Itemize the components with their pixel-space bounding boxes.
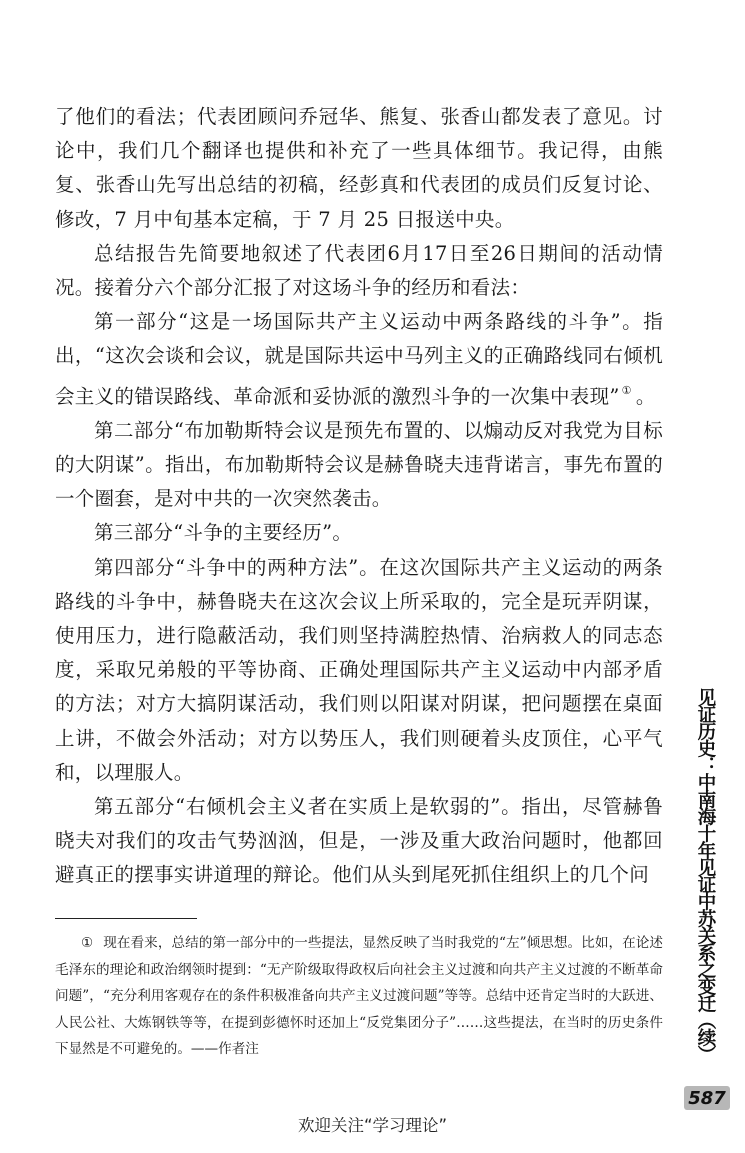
paragraph-1: 了他们的看法；代表团顾问乔冠华、熊复、张香山都发表了意见。讨论中，我们几个翻译也提供和补充了一些具体细节。我记得，由熊复、张香山先写出总结的初稿，经彭真和代表团的成员们反复讨论、修改，7 月中旬基本定稿，于 7 月 25 日报送中央。: [55, 105, 663, 231]
paragraph-2: 总结报告先简要地叙述了代表团6月17日至26日期间的活动情况。接着分六个部分汇报了对这场斗争的经历和看法：: [55, 241, 663, 300]
paragraph-7: 第五部分“右倾机会主义者在实质上是软弱的”。指出，尽管赫鲁晓夫对我们的攻击气势汹汹，但是，一涉及重大政治问题时，他都回避真正的摆事实讲道理的辩论。他们从头到尾死抓住组织上的几个问: [55, 795, 663, 887]
main-text: [55, 100, 663, 893]
paragraph-3: [55, 305, 663, 414]
running-title: 见证历史：中南海十年见证中苏关系之变迁（续）: [695, 688, 716, 1062]
footnote: [55, 930, 663, 1063]
paragraph-5: 第三部分“斗争的主要经历”。: [94, 521, 353, 545]
paragraph-4: 第二部分“布加勒斯特会议是预先布置的、以煽动反对我党为目标的大阴谋”。指出，布加勒斯特会议是赫鲁晓夫违背诺言，事先布置的一个圈套，是对中共的一次突然袭击。: [55, 418, 663, 511]
footnote-mark: ①: [81, 935, 94, 951]
footnote-reference[interactable]: ①: [621, 383, 632, 397]
footnote-divider: [55, 918, 197, 919]
paragraph-3-end: 。: [635, 384, 656, 408]
page-number: 587: [684, 1086, 730, 1110]
paragraph-3-text: 第一部分“这是一场国际共产主义运动中两条路线的斗争”。指出，“这次会谈和会议，就是国际共运中马列主义的正确路线同右倾机会主义的错误路线、革命派和妥协派的激烈斗争的一次集中表现”: [55, 310, 663, 408]
footnote-text: 现在看来，总结的第一部分中的一些提法，显然反映了当时我党的“左”倾思想。比如，在论述毛泽东的理论和政治纲领时提到：“无产阶级取得政权后向社会主义过渡和向共产主义过渡的不断革命问题”，“充分利用客观存在的条件积极准备向共产主义过渡问题”等等。总结中还肯定当时的大跃进、人民公社、大炼钢铁等等，在提到彭德怀时还加上“反党集团分子”……这些提法，在当时的历史条件下显然是不可避免的。——作者注: [55, 935, 664, 1057]
bottom-caption: 欢迎关注“学习理论”: [297, 1116, 448, 1135]
paragraph-6: 第四部分“斗争中的两种方法”。在这次国际共产主义运动的两条路线的斗争中，赫鲁晓夫在这次会议上所采取的，完全是玩弄阴谋，使用压力，进行隐蔽活动，我们则坚持满腔热情、治病救人的同志态度，采取兄弟般的平等协商、正确处理国际共产主义运动中内部矛盾的方法；对方大搞阴谋活动，我们则以阳谋对阴谋，把问题摆在桌面上讲，不做会外活动；对方以势压人，我们则硬着头皮顶住，心平气和，以理服人。: [55, 555, 663, 784]
